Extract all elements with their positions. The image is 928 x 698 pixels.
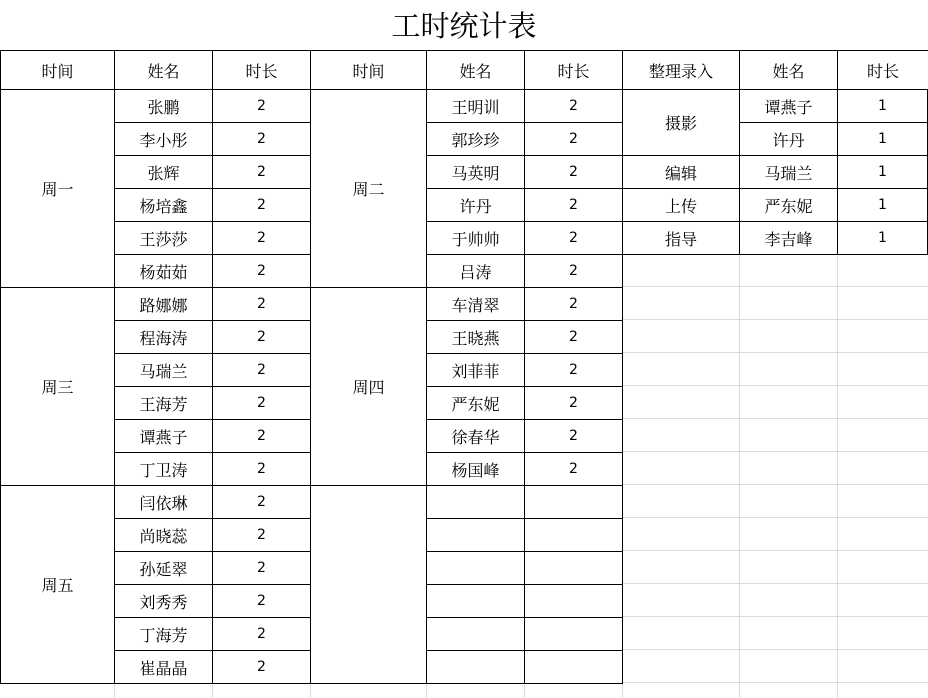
name-cell[interactable]: 孙延翠 (114, 551, 213, 585)
hours-cell[interactable]: 2 (524, 155, 623, 189)
hours-cell[interactable]: 2 (524, 320, 623, 354)
name-cell[interactable]: 丁卫涛 (114, 452, 213, 486)
name-cell[interactable] (426, 518, 525, 552)
name-cell[interactable] (426, 584, 525, 618)
hours-cell[interactable]: 2 (524, 188, 623, 222)
name-cell[interactable]: 王海芳 (114, 386, 213, 420)
hours-cell[interactable]: 2 (212, 419, 311, 453)
hours-cell[interactable]: 2 (524, 353, 623, 387)
hours-cell[interactable]: 2 (212, 188, 311, 222)
hours-cell[interactable]: 2 (212, 155, 311, 189)
hours-cell[interactable]: 1 (837, 221, 928, 255)
name-cell[interactable]: 严东妮 (739, 188, 838, 222)
hours-cell[interactable]: 1 (837, 155, 928, 189)
hours-cell[interactable]: 2 (524, 287, 623, 321)
hours-cell[interactable]: 2 (212, 485, 311, 519)
header-task[interactable]: 整理录入 (622, 50, 740, 90)
name-cell[interactable]: 张辉 (114, 155, 213, 189)
hours-cell[interactable] (524, 650, 623, 684)
day-cell[interactable] (310, 485, 427, 684)
header-name[interactable]: 姓名 (426, 50, 525, 90)
name-cell[interactable]: 刘秀秀 (114, 584, 213, 618)
hours-cell[interactable]: 2 (524, 89, 623, 123)
name-cell[interactable]: 许丹 (426, 188, 525, 222)
name-cell[interactable]: 路娜娜 (114, 287, 213, 321)
name-cell[interactable]: 于帅帅 (426, 221, 525, 255)
hours-cell[interactable]: 2 (212, 650, 311, 684)
name-cell[interactable]: 车清翠 (426, 287, 525, 321)
hours-cell[interactable]: 2 (212, 287, 311, 321)
header-hours[interactable]: 时长 (212, 50, 311, 90)
name-cell[interactable]: 王晓燕 (426, 320, 525, 354)
hours-cell[interactable]: 1 (837, 122, 928, 156)
header-time[interactable]: 时间 (0, 50, 115, 90)
name-cell[interactable]: 郭珍珍 (426, 122, 525, 156)
header-hours[interactable]: 时长 (524, 50, 623, 90)
header-name[interactable]: 姓名 (739, 50, 838, 90)
name-cell[interactable]: 闫依琳 (114, 485, 213, 519)
hours-cell[interactable]: 1 (837, 188, 928, 222)
name-cell[interactable]: 马英明 (426, 155, 525, 189)
hours-cell[interactable]: 2 (212, 551, 311, 585)
name-cell[interactable]: 吕涛 (426, 254, 525, 288)
hours-cell[interactable] (524, 584, 623, 618)
hours-cell[interactable] (524, 485, 623, 519)
day-cell[interactable]: 周五 (0, 485, 115, 684)
name-cell[interactable]: 李小彤 (114, 122, 213, 156)
day-cell[interactable]: 周三 (0, 287, 115, 486)
hours-cell[interactable]: 2 (212, 518, 311, 552)
header-name[interactable]: 姓名 (114, 50, 213, 90)
hours-cell[interactable]: 2 (212, 452, 311, 486)
name-cell[interactable]: 程海涛 (114, 320, 213, 354)
name-cell[interactable]: 丁海芳 (114, 617, 213, 651)
hours-cell[interactable]: 2 (212, 353, 311, 387)
hours-cell[interactable]: 2 (212, 221, 311, 255)
hours-cell[interactable]: 2 (524, 419, 623, 453)
hours-cell[interactable] (524, 617, 623, 651)
name-cell[interactable]: 刘菲菲 (426, 353, 525, 387)
name-cell[interactable]: 崔晶晶 (114, 650, 213, 684)
header-hours[interactable]: 时长 (837, 50, 928, 90)
hours-cell[interactable]: 2 (212, 122, 311, 156)
hours-cell[interactable]: 2 (212, 584, 311, 618)
name-cell[interactable]: 王明训 (426, 89, 525, 123)
task-cell[interactable]: 上传 (622, 188, 740, 222)
hours-cell[interactable]: 2 (212, 89, 311, 123)
day-cell[interactable]: 周一 (0, 89, 115, 288)
name-cell[interactable]: 王莎莎 (114, 221, 213, 255)
name-cell[interactable]: 马瑞兰 (739, 155, 838, 189)
hours-cell[interactable]: 2 (212, 617, 311, 651)
hours-cell[interactable]: 2 (524, 254, 623, 288)
name-cell[interactable]: 杨茹茹 (114, 254, 213, 288)
task-cell[interactable]: 摄影 (622, 89, 740, 156)
hours-cell[interactable] (524, 551, 623, 585)
day-cell[interactable]: 周四 (310, 287, 427, 486)
name-cell[interactable]: 许丹 (739, 122, 838, 156)
task-cell[interactable]: 指导 (622, 221, 740, 255)
name-cell[interactable] (426, 617, 525, 651)
hours-cell[interactable]: 2 (212, 254, 311, 288)
name-cell[interactable]: 马瑞兰 (114, 353, 213, 387)
name-cell[interactable]: 杨培鑫 (114, 188, 213, 222)
name-cell[interactable] (426, 650, 525, 684)
hours-cell[interactable]: 2 (212, 320, 311, 354)
name-cell[interactable]: 谭燕子 (114, 419, 213, 453)
hours-cell[interactable]: 2 (524, 221, 623, 255)
hours-cell[interactable]: 2 (524, 452, 623, 486)
name-cell[interactable] (426, 551, 525, 585)
name-cell[interactable]: 徐春华 (426, 419, 525, 453)
name-cell[interactable]: 李吉峰 (739, 221, 838, 255)
sheet-title[interactable]: 工时统计表 (391, 9, 537, 43)
name-cell[interactable]: 严东妮 (426, 386, 525, 420)
hours-cell[interactable]: 2 (524, 386, 623, 420)
name-cell[interactable] (426, 485, 525, 519)
name-cell[interactable]: 谭燕子 (739, 89, 838, 123)
name-cell[interactable]: 张鹏 (114, 89, 213, 123)
task-cell[interactable]: 编辑 (622, 155, 740, 189)
hours-cell[interactable]: 2 (524, 122, 623, 156)
header-time[interactable]: 时间 (310, 50, 427, 90)
hours-cell[interactable]: 2 (212, 386, 311, 420)
hours-cell[interactable] (524, 518, 623, 552)
day-cell[interactable]: 周二 (310, 89, 427, 288)
name-cell[interactable]: 杨国峰 (426, 452, 525, 486)
hours-cell[interactable]: 1 (837, 89, 928, 123)
name-cell[interactable]: 尚晓蕊 (114, 518, 213, 552)
